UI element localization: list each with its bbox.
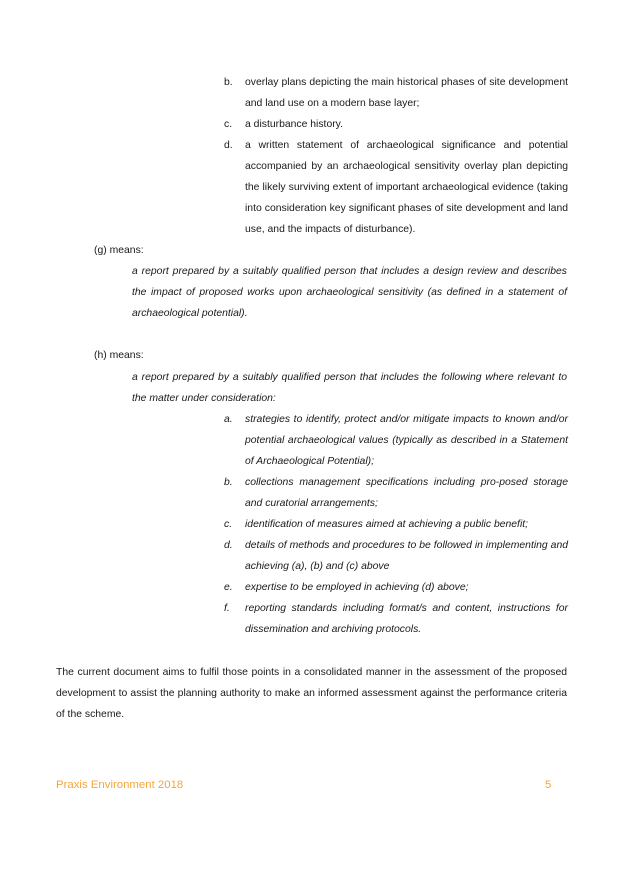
section-h-item-f bbox=[224, 598, 568, 640]
list-marker: e. bbox=[224, 582, 233, 593]
section-h-body: a report prepared by a suitably qualified person that includes the following where relevant to the matter under consideration: bbox=[132, 372, 567, 404]
list-marker: a. bbox=[224, 414, 233, 425]
list-item-text: a written statement of archaeological significance and potential accompanied by an archaeological sensitivity overlay plan depicting the likely surviving extent of important archaeological evidence (taking into consideration key significant phases of site development and land use, and the impacts of disturbance). bbox=[245, 140, 568, 235]
list-item-text: overlay plans depicting the main historical phases of site development and land use on a modern base layer; bbox=[245, 77, 568, 109]
list-marker: d. bbox=[224, 140, 233, 151]
list-item-text: expertise to be employed in achieving (d) above; bbox=[245, 582, 469, 593]
section-h-item-a bbox=[224, 409, 568, 472]
list-item-text: strategies to identify, protect and/or mitigate impacts to known and/or potential archaeological values (typically as described in a Statement of Archaeological Potential); bbox=[245, 414, 568, 467]
footer-company: Praxis Environment 2018 bbox=[56, 779, 184, 791]
section-h-heading: (h) means: bbox=[94, 350, 144, 361]
section-h-item-b bbox=[224, 472, 568, 514]
list-item-text: identification of measures aimed at achieving a public benefit; bbox=[245, 519, 529, 530]
list-item-c bbox=[224, 114, 568, 135]
section-h-item-c bbox=[224, 514, 568, 535]
list-item-text: collections management specifications including pro-posed storage and curatorial arrangements; bbox=[245, 477, 568, 509]
section-h-item-d bbox=[224, 535, 568, 577]
list-marker: c. bbox=[224, 519, 233, 530]
list-marker: b. bbox=[224, 477, 233, 488]
list-item-d bbox=[224, 135, 568, 240]
section-g-heading: (g) means: bbox=[94, 245, 144, 256]
list-item-b bbox=[224, 72, 568, 114]
list-marker: b. bbox=[224, 77, 233, 88]
list-marker: f. bbox=[224, 603, 230, 614]
list-item-text: reporting standards including format/s and content, instructions for dissemination and archiving protocols. bbox=[245, 603, 568, 635]
closing-paragraph: The current document aims to fulfil those points in a consolidated manner in the assessment of the proposed development to assist the planning authority to make an informed assessment against the performance criteria of the scheme. bbox=[56, 667, 567, 720]
list-item-text: a disturbance history. bbox=[245, 119, 343, 130]
list-item-text: details of methods and procedures to be followed in implementing and achieving (a), (b) and (c) above bbox=[245, 540, 568, 572]
list-marker: c. bbox=[224, 119, 233, 130]
page-number: 5 bbox=[545, 779, 552, 791]
list-marker: d. bbox=[224, 540, 233, 551]
section-h-item-e bbox=[224, 577, 568, 598]
section-g-body: a report prepared by a suitably qualified person that includes a design review and describes the impact of proposed works upon archaeological sensitivity (as defined in a statement of archaeological potential). bbox=[132, 266, 567, 319]
